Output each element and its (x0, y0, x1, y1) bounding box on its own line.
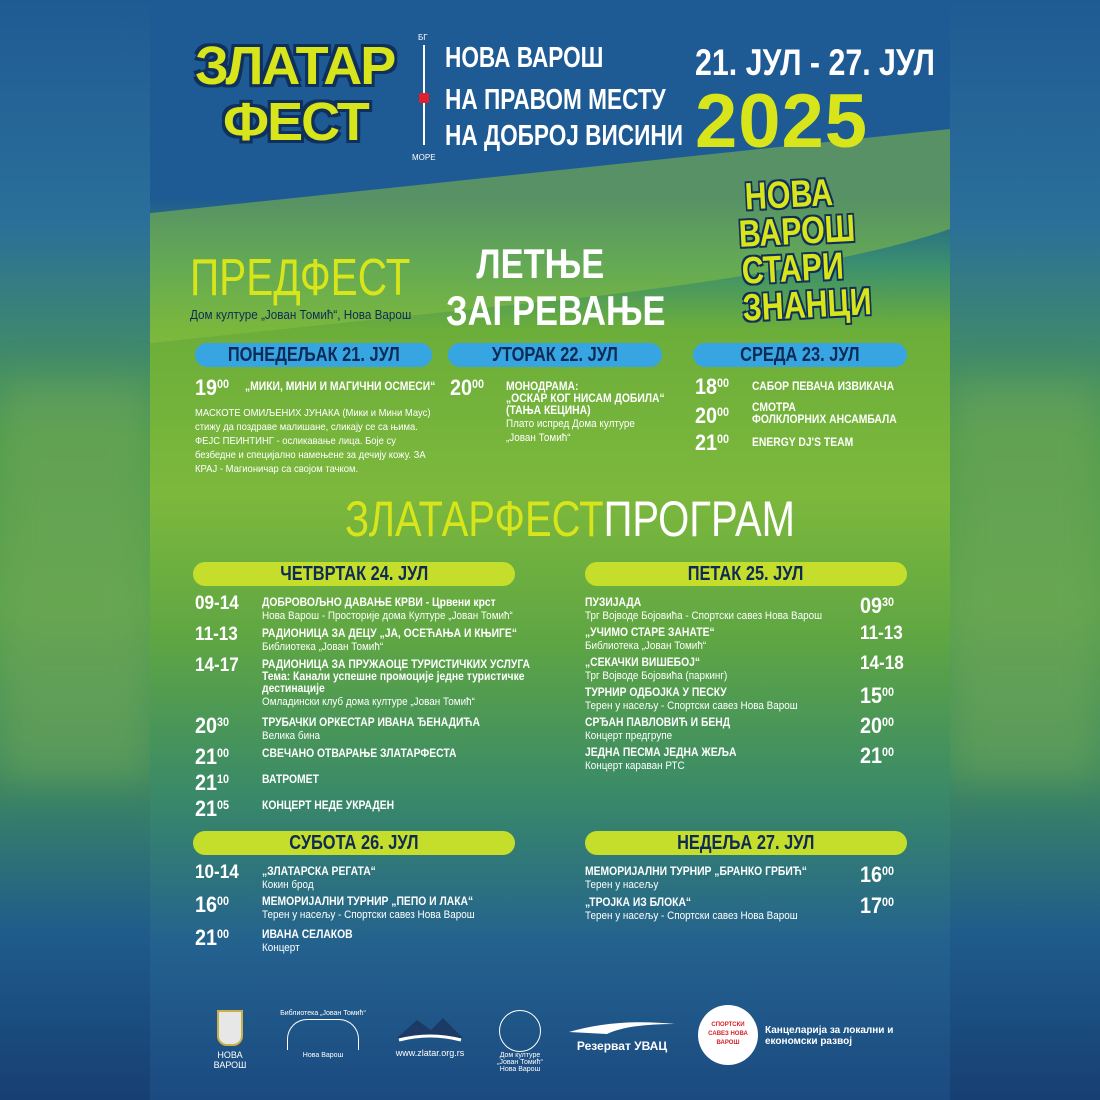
event-details: ИВАНА СЕЛАКОВ Концерт (262, 929, 353, 954)
event-time: 14-18 (860, 653, 904, 674)
motto-line-3: НА ДОБРОЈ ВИСИНИ (445, 120, 683, 152)
program-title: ЗЛАТАРФЕСТПРОГРАМ (345, 491, 795, 547)
stamp-line: СТАРИ (740, 245, 845, 293)
event-time: 11-13 (195, 624, 238, 645)
stamp-line: ЗНАНЦИ (741, 281, 873, 330)
event-time: $18^{00}$ (695, 374, 730, 399)
event-details: „ЗЛАТАРСКА РЕГАТА“ Кокин брод (262, 866, 376, 891)
day-header-monday: ПОНЕДЕЉАК 21. ЈУЛ (195, 343, 432, 367)
day-header-friday: ПЕТАК 25. ЈУЛ (585, 562, 907, 586)
event-details: ВАТРОМЕТ (262, 774, 319, 786)
library-logo: Библиотека „Јован Томић“ Нова Варош (280, 1010, 366, 1059)
event-details: „СЕКАЧКИ ВИШЕБОЈ“ Трг Војводе Бојовића (паркинг) (585, 657, 728, 682)
event-time: $21^{00}$ (695, 430, 730, 455)
festival-year: 2025 (695, 79, 869, 164)
warmup-line: ЗАГРЕВАЊЕ (446, 287, 666, 334)
predfest-venue: Дом културе „Јован Томић“, Нова Варош (190, 307, 412, 322)
event-details: ТУРНИР ОДБОЈКА У ПЕСКУ Терен у насељу - Спортски савез Нова Варош (585, 687, 798, 712)
event-time: $20^{30}$ (195, 713, 230, 738)
event-time: $21^{10}$ (195, 770, 230, 795)
event-time: $19^{00}$ (195, 375, 230, 400)
event-details: МЕМОРИЈАЛНИ ТУРНИР „БРАНКО ГРБИЋ“ Терен у насељу (585, 866, 807, 891)
event-title: ENERGY DJ'S TEAM (752, 437, 854, 449)
event-time: $21^{00}$ (860, 743, 895, 768)
day-header-tuesday: УТОРАК 22. ЈУЛ (448, 343, 662, 367)
bird-wing-icon (567, 1020, 677, 1036)
event-details: ТРУБАЧКИ ОРКЕСТАР ИВАНА ЂЕНАДИЋА Велика бина (262, 717, 480, 742)
mountain-lake-icon (395, 1012, 465, 1046)
building-icon (287, 1019, 359, 1050)
event-time: $20^{00}$ (860, 713, 895, 738)
event-details: ПУЗИЈАДА Трг Војводе Бојовића - Спортски савез Нова Варош (585, 597, 823, 622)
zlatar-logo: www.zlatar.org.rs (385, 1012, 475, 1058)
event-time: $16^{00}$ (195, 892, 230, 917)
zlatarfest-logo (195, 36, 395, 156)
motto-line-1: НОВА ВАРОШ (445, 42, 604, 74)
event-time: 10-14 (195, 862, 239, 883)
culture-house-icon (499, 1010, 541, 1052)
day-header-wednesday: СРЕДА 23. ЈУЛ (693, 343, 907, 367)
event-time: $21^{00}$ (195, 925, 230, 950)
event-details: СРЂАН ПАВЛОВИЋ И БЕНД Концерт предгрупе (585, 717, 731, 742)
event-details: ЈЕДНА ПЕСМА ЈЕДНА ЖЕЉА Концерт караван РТС (585, 747, 737, 772)
event-details: СМОТРА ФОЛКЛОРНИХ АНСАМБАЛА (752, 402, 897, 426)
scale-bottom-label: МОРЕ (412, 153, 436, 162)
event-time: $20^{00}$ (450, 375, 485, 400)
event-title: САБОР ПЕВАЧА ИЗВИКАЧА (752, 381, 895, 393)
event-time: $17^{00}$ (860, 893, 895, 918)
event-details: ДОБРОВОЉНО ДАВАЊЕ КРВИ - Црвени крст Нова Варош - Просторије дома Културе „Јован Томић“ (262, 597, 513, 622)
event-description: МАСКОТЕ ОМИЉЕНИХ ЈУНАКА (Мики и Мини Маус) стижу да поздраве малишане, сликају се са њима. ФЕЈС ПЕИНТИНГ - осликавање лица. Боје су безбедне и специјално намењене за дечију кожу. ЗА КРАЈ - Магионичар са својом тачком. (195, 407, 431, 475)
festival-poster (150, 0, 950, 1100)
marker-icon (419, 93, 429, 103)
stamp-line: НОВА (743, 171, 834, 219)
scale-top-label: БГ (418, 33, 428, 42)
event-details: РАДИОНИЦА ЗА ПРУЖАОЦЕ ТУРИСТИЧКИХ УСЛУГА Тема: Канали успешне промоције једне туристичке дестинације Омладински клуб дома културе „Јован Томић“ (262, 659, 531, 708)
event-title: „МИКИ, МИНИ И МАГИЧНИ ОСМЕСИ“ (245, 381, 436, 393)
crest-icon (217, 1010, 243, 1046)
event-details: „УЧИМО СТАРЕ ЗАНАТЕ“ Библиотека „Јован Томић“ (585, 627, 715, 652)
culture-house-logo: Дом културе „Јован Томић“ Нова Варош (490, 1010, 550, 1073)
logo-line-2: ФЕСТ (223, 92, 368, 152)
sports-union-logo: СПОРТСКИ САВЕЗ НОВА ВАРОШ (698, 1005, 758, 1065)
event-details: МЕМОРИЈАЛНИ ТУРНИР „ПЕПО И ЛАКА“ Терен у насељу - Спортски савез Нова Варош (262, 896, 475, 921)
event-time: $21^{05}$ (195, 796, 230, 821)
event-time: $16^{00}$ (860, 862, 895, 887)
altitude-scale (412, 35, 442, 165)
event-details: СВЕЧАНО ОТВАРАЊЕ ЗЛАТАРФЕСТА (262, 748, 457, 760)
event-time: 14-17 (195, 655, 239, 676)
predfest-title: ПРЕДФЕСТ (190, 249, 411, 307)
festival-dates: 21. ЈУЛ - 27. ЈУЛ (695, 42, 935, 83)
event-time: $15^{00}$ (860, 683, 895, 708)
local-development-office: Канцеларија за локални и економски развој (765, 1025, 894, 1047)
logo-line-1: ЗЛАТАР (195, 36, 395, 96)
motto-line-2: НА ПРАВОМ МЕСТУ (445, 84, 666, 116)
uvac-reserve-logo: Резерват УВАЦ (562, 1020, 682, 1053)
event-details: РАДИОНИЦА ЗА ДЕЦУ „ЈА, ОСЕЋАЊА И КЊИГЕ“ Библиотека „Јован Томић“ (262, 628, 518, 653)
day-header-saturday: СУБОТА 26. ЈУЛ (193, 831, 515, 855)
event-time: $21^{00}$ (195, 744, 230, 769)
warmup-line: ЛЕТЊЕ (476, 240, 605, 287)
day-header-thursday: ЧЕТВРТАК 24. ЈУЛ (193, 562, 515, 586)
event-details: МОНОДРАМА: „ОСКАР КОГ НИСАМ ДОБИЛА“ (ТАЊА КЕЦИНА) Плато испред Дома културе „Јован Томић“ (506, 381, 665, 444)
day-header-sunday: НЕДЕЉА 27. ЈУЛ (585, 831, 907, 855)
event-details: КОНЦЕРТ НЕДЕ УКРАДЕН (262, 800, 395, 812)
sponsor-footer (150, 1000, 950, 1100)
summer-warmup-title (446, 240, 666, 334)
event-time: $20^{00}$ (695, 403, 730, 428)
event-time: 09-14 (195, 593, 239, 614)
stamp-line: ВАРОШ (737, 207, 857, 256)
event-time: $09^{30}$ (860, 593, 895, 618)
nova-varos-crest: НОВА ВАРОШ (200, 1010, 260, 1070)
slogan-stamp (736, 171, 873, 330)
event-time: 11-13 (860, 623, 903, 644)
event-details: „ТРОЈКА ИЗ БЛОКА“ Терен у насељу - Спортски савез Нова Варош (585, 897, 798, 922)
